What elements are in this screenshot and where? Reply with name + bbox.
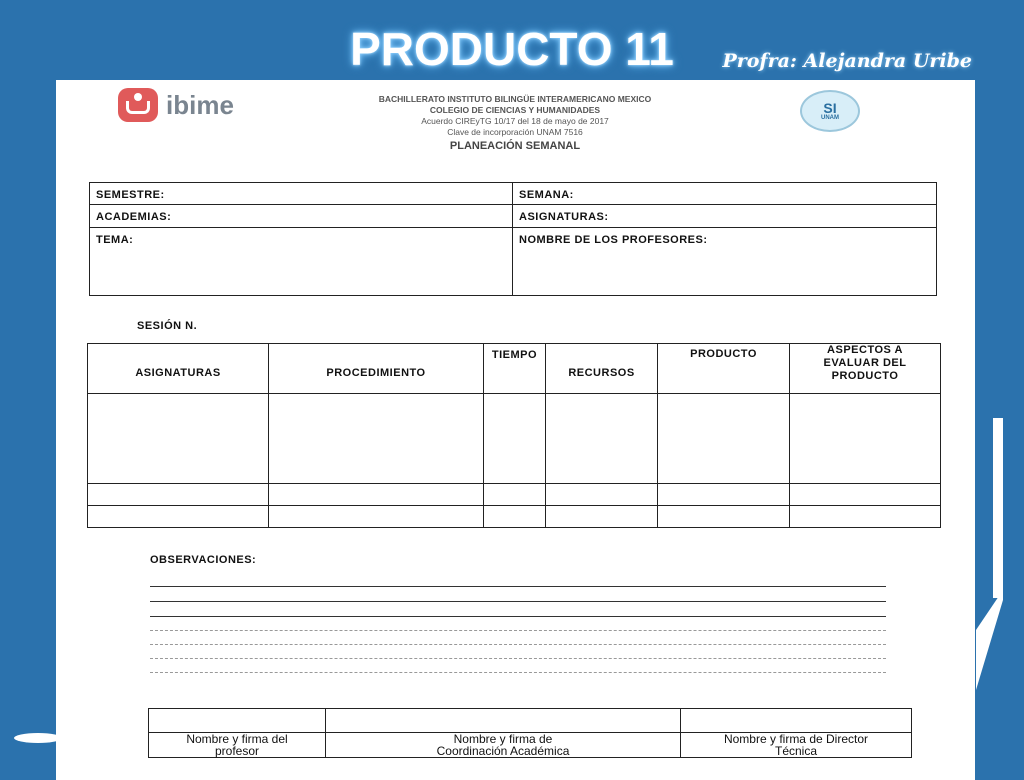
- info-table: [89, 182, 937, 296]
- plan-table: [87, 343, 941, 528]
- asignaturas-field[interactable]: [513, 205, 937, 228]
- cell-tiempo[interactable]: [484, 484, 546, 506]
- decor-right-bar: [993, 418, 1003, 598]
- col-recursos-label: RECURSOS: [568, 366, 635, 379]
- header-title: PLANEACIÓN SEMANAL: [449, 140, 581, 152]
- decor-left-blob: [14, 733, 62, 743]
- cell-tiempo[interactable]: [484, 506, 546, 528]
- col-producto: [658, 344, 790, 394]
- cell-asignaturas[interactable]: [88, 394, 269, 484]
- cell-asignaturas[interactable]: [88, 484, 269, 506]
- signature-coordinacion-label: [326, 733, 681, 758]
- ibime-logo-text: ibime: [166, 89, 234, 120]
- signature-coordinacion-box[interactable]: [326, 709, 681, 733]
- ibime-logo-icon: [118, 88, 158, 122]
- unam-badge-main: SI: [823, 99, 837, 116]
- col-asignaturas: [88, 344, 269, 394]
- observaciones-line[interactable]: [150, 644, 886, 645]
- cell-producto[interactable]: [658, 484, 790, 506]
- signature-coord-line1: Nombre y firma de: [453, 732, 553, 746]
- col-procedimiento: [269, 344, 484, 394]
- signature-coord-line2: Coordinación Académica: [436, 744, 570, 758]
- signature-profesor-line1: Nombre y firma del: [186, 732, 288, 746]
- header-line-4: Clave de incorporación UNAM 7516: [447, 127, 583, 137]
- semestre-label: SEMESTRE:: [96, 189, 165, 201]
- col-producto-label: PRODUCTO: [690, 348, 757, 360]
- unam-badge-sub: UNAM: [821, 114, 839, 121]
- observaciones-line[interactable]: [150, 658, 886, 659]
- signature-profesor-box[interactable]: [149, 709, 326, 733]
- observaciones-line[interactable]: [150, 616, 886, 617]
- cell-recursos[interactable]: [546, 506, 658, 528]
- cell-asignaturas[interactable]: [88, 506, 269, 528]
- signature-director-line1: Nombre y firma de Director: [723, 732, 869, 746]
- semana-label: SEMANA:: [519, 189, 574, 201]
- cell-procedimiento[interactable]: [269, 506, 484, 528]
- cell-producto[interactable]: [658, 394, 790, 484]
- semestre-field[interactable]: [90, 183, 513, 205]
- col-recursos: [546, 344, 658, 394]
- cell-producto[interactable]: [658, 506, 790, 528]
- cell-procedimiento[interactable]: [269, 394, 484, 484]
- cell-aspectos[interactable]: [790, 394, 941, 484]
- profesores-field[interactable]: [513, 228, 937, 296]
- col-procedimiento-label: PROCEDIMIENTO: [326, 366, 426, 379]
- author-name: Profra: Alejandra Uribe: [722, 50, 972, 72]
- slide-title: PRODUCTO 11: [350, 23, 674, 75]
- tema-field[interactable]: [90, 228, 513, 296]
- cell-recursos[interactable]: [546, 484, 658, 506]
- signature-director-box[interactable]: [681, 709, 912, 733]
- observaciones-label: OBSERVACIONES:: [150, 554, 257, 566]
- unam-badge-icon: [800, 90, 860, 132]
- signature-profesor-line2: profesor: [214, 744, 260, 758]
- document-header: [340, 94, 690, 154]
- signature-director-label: [681, 733, 912, 758]
- observaciones-line[interactable]: [150, 672, 886, 673]
- decor-right-shard: [976, 590, 1003, 690]
- cell-recursos[interactable]: [546, 394, 658, 484]
- profesores-label: NOMBRE DE LOS PROFESORES:: [519, 234, 708, 246]
- semana-field[interactable]: [513, 183, 937, 205]
- cell-tiempo[interactable]: [484, 394, 546, 484]
- academias-field[interactable]: [90, 205, 513, 228]
- signature-profesor-label: [149, 733, 326, 758]
- signature-table: [148, 708, 912, 758]
- header-line-2: COLEGIO DE CIENCIAS Y HUMANIDADES: [429, 105, 601, 115]
- header-line-1: BACHILLERATO INSTITUTO BILINGÜE INTERAMERICANO MEXICO: [378, 94, 652, 104]
- observaciones-line[interactable]: [150, 630, 886, 631]
- col-tiempo-label: TIEMPO: [491, 349, 538, 361]
- col-aspectos-label: ASPECTOS A EVALUAR DEL PRODUCTO: [823, 344, 907, 382]
- observaciones-line[interactable]: [150, 601, 886, 602]
- academias-label: ACADEMIAS:: [96, 211, 172, 223]
- cell-aspectos[interactable]: [790, 506, 941, 528]
- header-line-3: Acuerdo CIREyTG 10/17 del 18 de mayo de 2017: [421, 116, 609, 126]
- sesion-label: SESIÓN N.: [137, 320, 198, 332]
- asignaturas-label: ASIGNATURAS:: [519, 211, 609, 223]
- ibime-logo: [118, 87, 234, 123]
- cell-procedimiento[interactable]: [269, 484, 484, 506]
- col-tiempo: [484, 344, 546, 394]
- cell-aspectos[interactable]: [790, 484, 941, 506]
- observaciones-line[interactable]: [150, 586, 886, 587]
- col-asignaturas-label: ASIGNATURAS: [135, 366, 221, 379]
- col-aspectos: [790, 344, 941, 394]
- signature-director-line2: Técnica: [774, 744, 818, 758]
- tema-label: TEMA:: [96, 234, 134, 246]
